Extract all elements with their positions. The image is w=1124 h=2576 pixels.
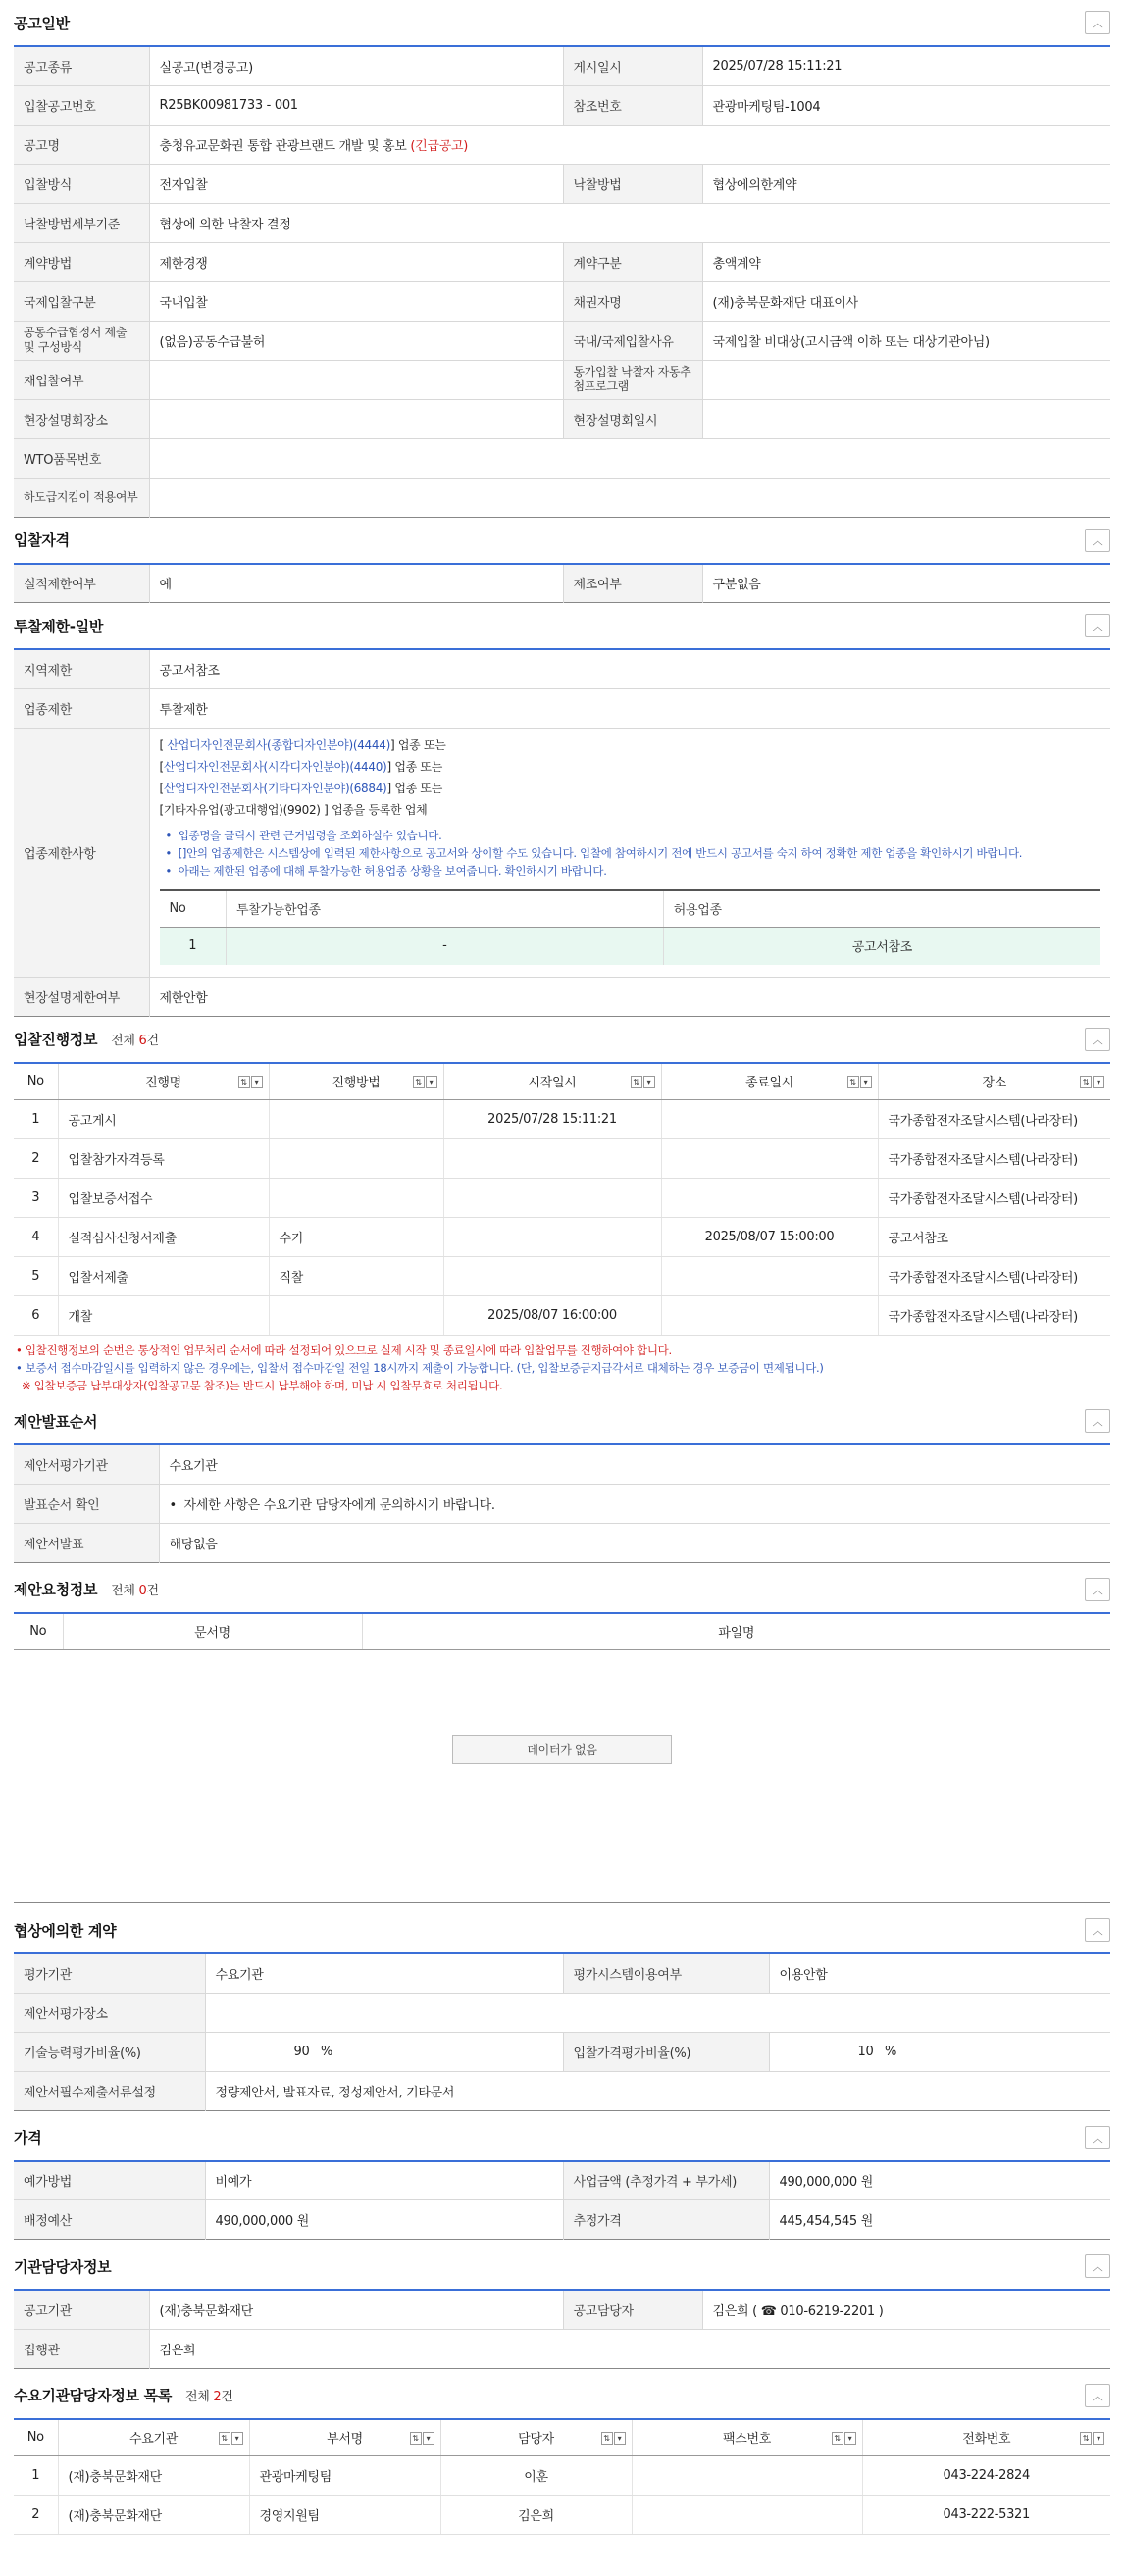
table-row[interactable]: 3 입찰보증서접수 국가종합전자조달시스템(나라장터) (14, 1179, 1110, 1218)
label: 하도급지킴이 적용여부 (14, 478, 149, 517)
label: 낙찰방법세부기준 (14, 203, 149, 242)
value: 제한경쟁 (149, 242, 563, 281)
table-row[interactable]: 1 공고게시 2025/07/28 15:11:21 국가종합전자조달시스템(나라장터) (14, 1100, 1110, 1139)
value: 예 (149, 564, 563, 603)
column-header: No (160, 890, 227, 928)
value: 협상에 의한 낙찰자 결정 (149, 203, 1110, 242)
section-header (14, 603, 1110, 648)
sort-icon[interactable]: ⇅ ▾ (631, 1076, 655, 1088)
section-demand (14, 2373, 1110, 2536)
label: 동가입찰 낙찰자 자동추첨프로그램 (563, 360, 702, 399)
value: 관광마케팅팀-1004 (702, 85, 1110, 125)
label: 배정예산 (14, 2200, 205, 2240)
value: 김은희 ( ☎ 010-6219-2201 ) (702, 2290, 1110, 2329)
value: (재)충북문화재단 (149, 2290, 563, 2329)
empty-area (14, 1735, 1110, 1903)
table-row: 1 - 공고서참조 (160, 928, 1101, 965)
label: 참조번호 (563, 85, 702, 125)
collapse-icon[interactable]: ︿ (1085, 1578, 1110, 1601)
section-title: 공고일반 (14, 14, 70, 32)
value: 10 % (769, 2032, 1110, 2071)
sort-icon[interactable]: ⇅ ▾ (847, 1076, 872, 1088)
section-header (14, 1567, 1110, 1612)
label: 실적제한여부 (14, 564, 149, 603)
section-proposal-order (14, 1398, 1110, 1563)
section-header (14, 1398, 1110, 1443)
label: 공동수급협정서 제출 및 구성방식 (14, 321, 149, 360)
label: 현장설명제한여부 (14, 977, 149, 1016)
label: 게시일시 (563, 46, 702, 85)
label: 업종제한사항 (14, 728, 149, 977)
value (149, 125, 1110, 164)
label: 채권자명 (563, 281, 702, 321)
label: 제조여부 (563, 564, 702, 603)
industry-link[interactable]: 산업디자인전문회사(시각디자인분야)(4440) (163, 759, 387, 774)
value: (없음)공동수급불허 (149, 321, 563, 360)
label: 공고종류 (14, 46, 149, 85)
note-item: • []안의 업종제한은 시스템상에 입력된 제한사항으로 공고서와 상이할 수도 있습니다. 입찰에 참여하시기 전에 반드시 공고서를 숙지 하여 정확한 제한 업종을 확인하시기 바랍니다. (165, 845, 1023, 860)
section-price (14, 2115, 1110, 2241)
collapse-icon[interactable]: ︿ (1085, 2126, 1110, 2149)
value: • 자세한 사항은 수요기관 담당자에게 문의하시기 바랍니다. (159, 1484, 1110, 1523)
section-header (14, 1907, 1110, 1952)
label: 국내/국제입찰사유 (563, 321, 702, 360)
column-header: No (14, 1063, 58, 1100)
sort-icon[interactable]: ⇅ ▾ (410, 2432, 434, 2445)
value: 수요기관 (159, 1444, 1110, 1484)
contact-table (14, 2289, 1110, 2369)
section-title: 수요기관담당자정보 목록 전체 2건 (14, 2387, 233, 2404)
notice-name: 충청유교문화권 통합 관광브랜드 개발 및 홍보 (159, 138, 407, 154)
empty-message: 데이터가 없음 (452, 1735, 672, 1764)
sort-icon[interactable]: ⇅ ▾ (601, 2432, 626, 2445)
collapse-icon[interactable]: ︿ (1085, 2254, 1110, 2278)
section-title: 입찰자격 (14, 531, 70, 549)
table-row[interactable]: 1 (재)충북문화재단 관광마케팅팀 이훈 043-224-2824 (14, 2456, 1110, 2496)
value: R25BK00981733 - 001 (149, 85, 563, 125)
restriction-notes (160, 821, 1101, 880)
collapse-icon[interactable]: ︿ (1085, 2384, 1110, 2407)
table-row[interactable]: 4 실적심사신청서제출 수기 2025/08/07 15:00:00 공고서참조 (14, 1218, 1110, 1257)
label: 공고기관 (14, 2290, 149, 2329)
price-table (14, 2160, 1110, 2241)
value (149, 438, 1110, 478)
section-negotiation (14, 1907, 1110, 2111)
column-header[interactable]: 부서명 ⇅ ▾ (249, 2419, 440, 2456)
section-restriction (14, 603, 1110, 1017)
section-general (14, 0, 1110, 518)
industry-restriction-detail (149, 728, 1110, 977)
label: 제안서평가기관 (14, 1444, 159, 1484)
label: 제안서발표 (14, 1523, 159, 1562)
proposal-order-table (14, 1443, 1110, 1563)
value: 490,000,000 원 (205, 2200, 563, 2240)
section-header (14, 518, 1110, 563)
column-header[interactable]: 팩스번호 ⇅ ▾ (632, 2419, 862, 2456)
label: 입찰방식 (14, 164, 149, 203)
label: 평가시스템이용여부 (563, 1953, 769, 1993)
industry-link[interactable]: 산업디자인전문회사(종합디자인분야)(4444) (167, 737, 390, 752)
section-progress (14, 1017, 1110, 1395)
collapse-icon[interactable]: ︿ (1085, 614, 1110, 637)
column-header: No (14, 1613, 63, 1650)
sort-icon[interactable]: ⇅ ▾ (832, 2432, 856, 2445)
label: 국제입찰구분 (14, 281, 149, 321)
column-header: No (14, 2419, 58, 2456)
collapse-icon[interactable]: ︿ (1085, 1028, 1110, 1051)
qualification-table (14, 563, 1110, 604)
note-item: ※ 입찰보증금 납부대상자(입찰공고문 참조)는 반드시 납부해야 하며, 미납 시 입찰무효로 처리됩니다. (22, 1379, 503, 1392)
value: 제한안함 (159, 990, 208, 1006)
label: 계약방법 (14, 242, 149, 281)
label: 집행관 (14, 2329, 149, 2368)
progress-table (14, 1062, 1110, 1337)
column-header[interactable]: 진행방법 ⇅ ▾ (269, 1063, 443, 1100)
section-header (14, 1017, 1110, 1062)
urgent-badge: (긴급공고) (410, 138, 468, 154)
column-header[interactable]: 수요기관 ⇅ ▾ (58, 2419, 249, 2456)
table-row[interactable]: 6 개찰 2025/08/07 16:00:00 국가종합전자조달시스템(나라장터) (14, 1296, 1110, 1336)
section-header (14, 2373, 1110, 2418)
label: 기술능력평가비율(%) (14, 2032, 205, 2071)
value (702, 399, 1110, 438)
value: 협상에의한계약 (702, 164, 1110, 203)
note-item: • 보증서 접수마감일시를 입력하지 않은 경우에는, 입찰서 접수마감일 전일 18시까지 제출이 가능합니다. (단, 입찰보증금지급각서로 대체하는 경우 보증금이 면제됩니다.) (16, 1361, 824, 1375)
sort-icon[interactable]: ⇅ ▾ (413, 1076, 437, 1088)
label: 낙찰방법 (563, 164, 702, 203)
note-item: • 입찰진행정보의 순번은 통상적인 업무처리 순서에 따라 설정되어 있으므로 실제 시작 및 종료일시에 따라 입찰업무를 진행하여야 합니다. (16, 1343, 672, 1357)
value (149, 478, 1110, 517)
column-header[interactable]: 진행명 ⇅ ▾ (58, 1063, 269, 1100)
column-header: 허용업종 (663, 890, 1100, 928)
table-row[interactable]: 2 입찰참가자격등록 국가종합전자조달시스템(나라장터) (14, 1139, 1110, 1179)
sort-icon[interactable]: ⇅ ▾ (1080, 2432, 1104, 2445)
label: 업종제한 (14, 688, 149, 728)
value: 비예가 (205, 2161, 563, 2200)
label: 재입찰여부 (14, 360, 149, 399)
column-header: 문서명 (63, 1613, 362, 1650)
column-header[interactable]: 담당자 ⇅ ▾ (440, 2419, 632, 2456)
value: 구분없음 (712, 578, 761, 593)
industry-line: [기타자유업(광고대행업)(9902) ] 업종을 등록한 업체 (159, 802, 428, 817)
demand-table (14, 2418, 1110, 2536)
label: 공고명 (14, 125, 149, 164)
allowed-industry-table (160, 889, 1101, 965)
sort-icon[interactable]: ⇅ ▾ (219, 2432, 243, 2445)
label: 예가방법 (14, 2161, 205, 2200)
value: 이용안함 (769, 1953, 1110, 1993)
count-badge: 전체 0건 (111, 1584, 159, 1598)
label: 입찰공고번호 (14, 85, 149, 125)
value (149, 360, 563, 399)
label: 제안서필수제출서류설정 (14, 2071, 205, 2110)
section-header (14, 0, 1110, 45)
label: 추정가격 (563, 2200, 769, 2240)
label: 공고담당자 (563, 2290, 702, 2329)
sort-icon[interactable]: ⇅ ▾ (238, 1076, 263, 1088)
column-header[interactable]: 장소 ⇅ ▾ (878, 1063, 1110, 1100)
value (149, 399, 563, 438)
section-title: 투찰제한-일반 (14, 617, 104, 635)
count-badge: 전체 6건 (111, 1034, 159, 1048)
section-title: 협상에의한 계약 (14, 1921, 117, 1940)
value: 총액계약 (702, 242, 1110, 281)
section-qualification (14, 518, 1110, 604)
label: 계약구분 (563, 242, 702, 281)
label: 발표순서 확인 (14, 1484, 159, 1523)
table-row[interactable]: 5 입찰서제출 직찰 국가종합전자조달시스템(나라장터) (14, 1257, 1110, 1296)
label: WTO품목번호 (14, 438, 149, 478)
collapse-icon[interactable]: ︿ (1085, 529, 1110, 552)
value: 490,000,000 원 (769, 2161, 1110, 2200)
label: 제안서평가장소 (14, 1993, 205, 2032)
section-proposal-request (14, 1567, 1110, 1904)
industry-line: [산업디자인전문회사(기타디자인분야)(6884)] 업종 또는 (159, 781, 443, 795)
section-header (14, 2115, 1110, 2160)
column-header[interactable]: 종료일시 ⇅ ▾ (661, 1063, 878, 1100)
label: 현장설명회일시 (563, 399, 702, 438)
value: 김은희 (159, 2343, 196, 2358)
value: 해당없음 (169, 1537, 218, 1552)
value: 전자입찰 (149, 164, 563, 203)
column-header[interactable]: 전화번호 ⇅ ▾ (862, 2419, 1110, 2456)
value: 2025/07/28 15:11:21 (702, 46, 1110, 85)
collapse-icon[interactable]: ︿ (1085, 11, 1110, 34)
value: 445,454,545 원 (779, 2214, 873, 2229)
table-row[interactable]: 2 (재)충북문화재단 경영지원팀 김은희 043-222-5321 (14, 2496, 1110, 2535)
value: 국제입찰 비대상(고시금액 이하 또는 대상기관아님) (702, 321, 1110, 360)
general-table (14, 45, 1110, 518)
value: (재)충북문화재단 대표이사 (702, 281, 1110, 321)
value: 공고서참조 (149, 649, 1110, 688)
section-title: 제안발표순서 (14, 1412, 98, 1431)
label: 입찰가격평가비율(%) (563, 2032, 769, 2071)
restriction-table (14, 648, 1110, 1017)
column-header: 파일명 (362, 1613, 1110, 1650)
section-title: 기관담당자정보 (14, 2257, 112, 2276)
industry-line: [산업디자인전문회사(시각디자인분야)(4440)] 업종 또는 (159, 759, 443, 774)
count-badge: 전체 2건 (185, 2390, 233, 2404)
note-item: • 업종명을 클릭시 관련 근거법령을 조회하실수 있습니다. (165, 828, 442, 842)
column-header[interactable]: 시작일시 ⇅ ▾ (443, 1063, 661, 1100)
value: 90 % (205, 2032, 563, 2071)
section-title: 가격 (14, 2129, 42, 2147)
section-title: 입찰진행정보 전체 6건 (14, 1031, 159, 1048)
value: 정량제안서, 발표자료, 정성제안서, 기타문서 (215, 2085, 455, 2100)
value: 수요기관 (205, 1953, 563, 1993)
value: 투찰제한 (149, 688, 1110, 728)
industry-link[interactable]: 산업디자인전문회사(기타디자인분야)(6884) (163, 781, 387, 795)
label: 사업금액 (추정가격 + 부가세) (563, 2161, 769, 2200)
sort-icon[interactable]: ⇅ ▾ (1080, 1076, 1104, 1088)
negotiation-table (14, 1952, 1110, 2111)
collapse-icon[interactable]: ︿ (1085, 1918, 1110, 1942)
proposal-request-table (14, 1612, 1110, 1651)
industry-lines (160, 734, 1101, 821)
note-item: • 아래는 제한된 업종에 대해 투찰가능한 허용업종 상황을 보여줍니다. 확인하시기 바랍니다. (165, 863, 607, 878)
label: 지역제한 (14, 649, 149, 688)
industry-line: [ 산업디자인전문회사(종합디자인분야)(4444)] 업종 또는 (159, 737, 446, 752)
value: 실공고(변경공고) (149, 46, 563, 85)
label: 평가기관 (14, 1953, 205, 1993)
section-contact (14, 2244, 1110, 2369)
value: 국내입찰 (149, 281, 563, 321)
collapse-icon[interactable]: ︿ (1085, 1409, 1110, 1433)
section-header (14, 2244, 1110, 2289)
column-header: 투찰가능한업종 (227, 890, 664, 928)
progress-notes (14, 1336, 1110, 1394)
label: 현장설명회장소 (14, 399, 149, 438)
value (702, 360, 1110, 399)
section-title: 제안요청정보 전체 0건 (14, 1581, 159, 1598)
value (205, 1993, 1110, 2032)
